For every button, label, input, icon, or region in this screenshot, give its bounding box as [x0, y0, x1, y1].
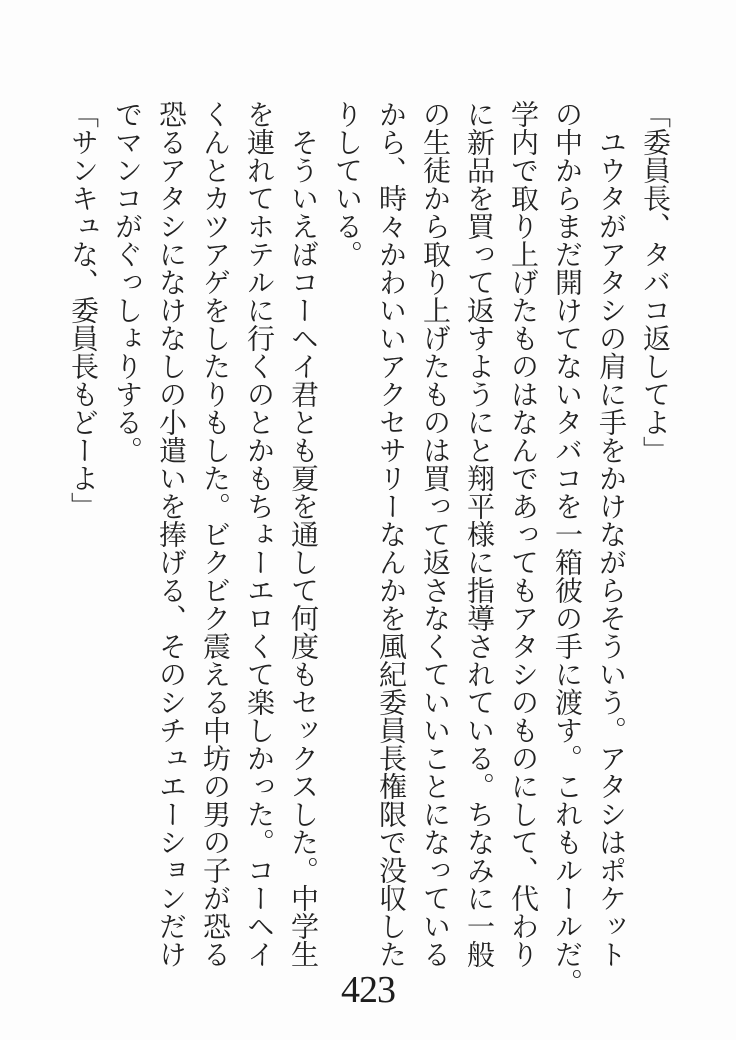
text-line: の生徒から取り上げたものは買って返さなくていいことになっている — [419, 100, 450, 968]
text-line: でマンコがぐっしょりする。 — [111, 100, 142, 464]
text-line: 「委員長、タバコ返してよ」 — [639, 100, 670, 464]
text-line: を連れてホテルに行くのとかもちょーエロくて楽しかった。コーヘイ — [243, 100, 274, 968]
text-line: 学内で取り上げたものはなんであってもアタシのものにして、代わり — [507, 100, 538, 968]
text-line: りしている。 — [331, 100, 362, 268]
text-line: に新品を買って返すようにと翔平様に指導されている。ちなみに一般 — [463, 100, 494, 968]
text-line: ユウタがアタシの肩に手をかけながらそういう。アタシはポケット — [595, 100, 626, 968]
page-number: 423 — [341, 969, 395, 1011]
text-line: くんとカツアゲをしたりもした。ビクビク震える中坊の男の子が恐る — [199, 100, 230, 968]
text-line: の中からまだ開けてないタバコを一箱彼の手に渡す。これもルールだ。 — [551, 100, 582, 996]
text-line: 恐るアタシになけなしの小遣いを捧げる、そのシチュエーションだけ — [155, 100, 186, 968]
text-line: 「サンキュな、委員長もどーよ」 — [67, 100, 98, 520]
text-line: から、時々かわいいアクセサリーなんかを風紀委員長権限で没収した — [375, 100, 406, 968]
text-line: そういえばコーヘイ君とも夏を通して何度もセックスした。中学生 — [287, 100, 318, 968]
